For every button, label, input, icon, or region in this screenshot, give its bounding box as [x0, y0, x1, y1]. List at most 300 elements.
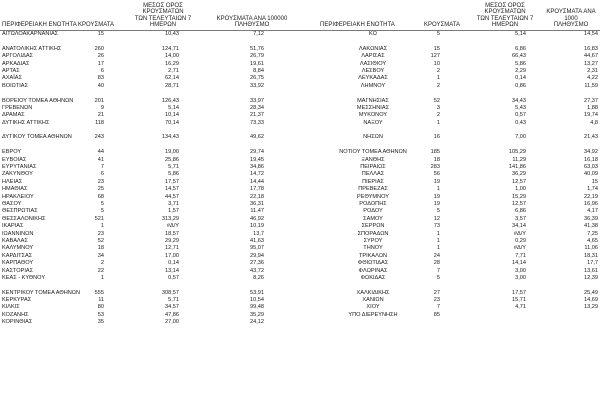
- table-row: [302, 186, 600, 193]
- seven-day-average-cell: 19,00: [165, 149, 179, 156]
- cases-cell: 1: [100, 223, 104, 230]
- cases-cell: 40: [97, 82, 104, 89]
- cases-cell: 185: [430, 149, 440, 156]
- region-name-cell: ΞΑΝΘΗΣ: [361, 156, 385, 163]
- table-row: [0, 319, 302, 326]
- seven-day-average-cell: 13,14: [165, 267, 179, 274]
- table-row: [302, 179, 600, 186]
- per-100k-cell: 13,29: [584, 304, 598, 311]
- seven-day-average-cell: 34,57: [165, 304, 179, 311]
- per-100k-cell: 34,86: [250, 164, 264, 171]
- table-row: [0, 46, 302, 53]
- table-row: [0, 304, 302, 311]
- table-row: [302, 216, 600, 223]
- header-7day-average: ΜΕΣΟΣ ΟΡΟΣ ΚΡΟΥΣΜΑΤΩΝ ΤΩΝ ΤΕΛΕΥΤΑΙΩΝ 7 ΗΜΕΡΩΝ: [476, 2, 534, 29]
- cases-cell: 22: [97, 267, 104, 274]
- table-row: [0, 216, 302, 223]
- table-row: [302, 208, 600, 215]
- seven-day-average-cell: 5,86: [515, 60, 526, 67]
- per-100k-cell: 63,03: [584, 164, 598, 171]
- cases-cell: 7: [436, 304, 440, 311]
- table-row: [0, 112, 302, 119]
- cases-cell: 12: [433, 215, 440, 222]
- region-name-cell: ΧΑΛΚΙΔΙΚΗΣ: [356, 289, 390, 296]
- cases-cell: 56: [433, 171, 440, 178]
- seven-day-average-cell: 126,43: [161, 97, 179, 104]
- region-name-cell: ΚΑΛΥΜΝΟΥ: [2, 245, 34, 252]
- seven-day-average-cell: 5,71: [168, 164, 179, 171]
- seven-day-average-cell: 5,86: [168, 171, 179, 178]
- table-row: [302, 312, 600, 319]
- cases-cell: 3: [436, 104, 440, 111]
- per-100k-cell: 4,17: [587, 208, 598, 215]
- per-100k-cell: 29,94: [250, 252, 264, 259]
- per-100k-cell: 18,31: [584, 252, 598, 259]
- header-region: ΠΕΡΙΦΕΡΕΙΑΚΗ ΕΝΟΤΗΤΑ: [320, 22, 395, 29]
- table-row: [302, 31, 600, 38]
- region-name-cell: ΓΡΕΒΕΝΩΝ: [2, 104, 33, 111]
- cases-cell: 1: [100, 274, 104, 281]
- table-row: [0, 260, 302, 267]
- per-100k-cell: 10,54: [250, 297, 264, 304]
- per-100k-cell: 24,12: [250, 319, 264, 326]
- per-100k-cell: 43,72: [250, 267, 264, 274]
- cases-cell: 1: [436, 237, 440, 244]
- cases-cell: 85: [433, 311, 440, 318]
- table-row: [302, 75, 600, 82]
- region-name-cell: ΗΡΑΚΛΕΙΟΥ: [2, 193, 34, 200]
- per-100k-cell: 22,19: [584, 193, 598, 200]
- seven-day-average-cell: 44,57: [165, 193, 179, 200]
- cases-cell: 2: [436, 82, 440, 89]
- cases-cell: 26: [97, 53, 104, 60]
- seven-day-average-cell: 2,71: [168, 67, 179, 74]
- per-100k-cell: 95,07: [250, 245, 264, 252]
- seven-day-average-cell: 3,00: [515, 267, 526, 274]
- region-name-cell: ΣΕΡΡΩΝ: [361, 223, 385, 230]
- seven-day-average-cell: 70,14: [165, 119, 179, 126]
- region-name-cell: ΧΙΟΥ: [366, 304, 380, 311]
- region-name-cell: ΕΒΡΟΥ: [2, 149, 22, 156]
- table-row: [0, 149, 302, 156]
- table-row: [302, 61, 600, 68]
- seven-day-average-cell: 17,57: [165, 178, 179, 185]
- region-name-cell: ΗΜΑΘΙΑΣ: [2, 186, 28, 193]
- table-row: [0, 201, 302, 208]
- region-name-cell: ΠΕΛΛΑΣ: [361, 171, 385, 178]
- table-row: [302, 112, 600, 119]
- seven-day-average-cell: 10,43: [165, 31, 179, 37]
- per-100k-cell: 40,09: [584, 171, 598, 178]
- seven-day-average-cell: 6,86: [515, 45, 526, 52]
- region-name-cell: ΚΟΡΙΝΘΙΑΣ: [2, 319, 33, 326]
- cases-cell: 34: [97, 252, 104, 259]
- table-row: [0, 223, 302, 230]
- cases-cell: 5: [436, 31, 440, 37]
- seven-day-average-cell: 14,14: [512, 260, 526, 267]
- seven-day-average-cell: 12,57: [512, 200, 526, 207]
- header-per-100k: ΚΡΟΥΣΜΑΤΑ ΑΝΑ 1000 ΠΛΗΘΥΣΜΟ: [546, 9, 596, 29]
- table-row: [0, 194, 302, 201]
- seven-day-average-cell: 5,14: [515, 31, 526, 37]
- region-name-cell: ΒΟΙΩΤΙΑΣ: [2, 82, 28, 89]
- cases-cell: 25: [97, 186, 104, 193]
- cases-cell: 1: [436, 245, 440, 252]
- seven-day-average-cell: 313,29: [161, 215, 179, 222]
- region-name-cell: ΦΛΩΡΙΝΑΣ: [358, 267, 388, 274]
- cases-cell: 83: [97, 75, 104, 82]
- left-table-header: [0, 0, 302, 31]
- cases-cell: 19: [433, 193, 440, 200]
- region-name-cell: ΡΟΔΟΠΗΣ: [359, 200, 387, 207]
- region-name-cell: ΘΕΣΣΑΛΟΝΙΚΗΣ: [2, 215, 46, 222]
- table-row: [302, 238, 600, 245]
- seven-day-average-cell: 5,14: [168, 104, 179, 111]
- per-100k-cell: 14,44: [250, 178, 264, 185]
- seven-day-average-cell: 105,29: [508, 149, 526, 156]
- cases-cell: 17: [97, 60, 104, 67]
- table-row: [0, 83, 302, 90]
- seven-day-average-cell: 47,86: [165, 311, 179, 318]
- seven-day-average-cell: 0,86: [515, 82, 526, 89]
- region-name-cell: ΜΥΚΟΝΟΥ: [358, 112, 388, 119]
- per-100k-cell: 7,25: [587, 230, 598, 237]
- region-name-cell: ΣΥΡΟΥ: [363, 237, 383, 244]
- region-name-cell: ΛΕΥΚΑΔΑΣ: [358, 75, 388, 82]
- table-row: [302, 268, 600, 275]
- cases-cell: 53: [97, 311, 104, 318]
- region-name-cell: ΛΑΚΩΝΙΑΣ: [358, 45, 388, 52]
- region-name-cell: ΚΟΖΑΝΗΣ: [2, 311, 29, 318]
- table-row: [302, 90, 600, 97]
- per-100k-cell: 16,83: [584, 45, 598, 52]
- table-row: [302, 282, 600, 289]
- table-row: [302, 83, 600, 90]
- table-row: [302, 53, 600, 60]
- table-row: [0, 268, 302, 275]
- seven-day-average-cell: 34,14: [512, 223, 526, 230]
- cases-cell: 283: [430, 164, 440, 171]
- per-100k-cell: 11,59: [584, 82, 598, 89]
- cases-cell: 5: [436, 208, 440, 215]
- seven-day-average-cell: 12,57: [512, 178, 526, 185]
- per-100k-cell: 1,74: [587, 186, 598, 193]
- cases-cell: 16: [433, 134, 440, 141]
- seven-day-average-cell: 17,00: [165, 252, 179, 259]
- region-name-cell: ΚΕΡΚΥΡΑΣ: [2, 297, 32, 304]
- per-100k-cell: 29,74: [250, 149, 264, 156]
- seven-day-average-cell: 0,14: [515, 75, 526, 82]
- table-row: [302, 149, 600, 156]
- cases-cell: 1: [436, 119, 440, 126]
- table-row: [0, 179, 302, 186]
- table-row: [302, 253, 600, 260]
- cases-cell: 7: [436, 267, 440, 274]
- per-100k-cell: 13,27: [584, 60, 598, 67]
- region-name-cell: ΝΗΣΩΝ: [363, 134, 383, 141]
- table-row: [302, 157, 600, 164]
- per-100k-cell: 13,7: [253, 230, 264, 237]
- seven-day-average-cell: 36,29: [512, 171, 526, 178]
- seven-day-average-cell: 3,71: [168, 200, 179, 207]
- table-row: [0, 312, 302, 319]
- table-row: [0, 275, 302, 282]
- per-100k-cell: 2,31: [587, 67, 598, 74]
- cases-cell: 260: [94, 45, 104, 52]
- header-region: ΠΕΡΙΦΕΡΕΙΑΚΗ ΕΝΟΤΗΤΑ: [2, 22, 77, 29]
- region-name-cell: ΚΩ: [369, 31, 377, 37]
- table-row: [302, 260, 600, 267]
- table-row: [0, 164, 302, 171]
- per-100k-cell: 11,47: [250, 208, 264, 215]
- region-name-cell: ΛΑΣΙΘΙΟΥ: [359, 60, 387, 67]
- per-100k-cell: 36,39: [584, 215, 598, 222]
- cases-cell: 19: [433, 200, 440, 207]
- per-100k-cell: 44,67: [584, 53, 598, 60]
- table-row: [0, 68, 302, 75]
- per-100k-cell: 16,96: [584, 200, 598, 207]
- seven-day-average-cell: 7,71: [515, 252, 526, 259]
- seven-day-average-cell: 3,00: [515, 274, 526, 281]
- cases-cell: 68: [97, 193, 104, 200]
- region-name-cell: ΒΟΡΕΙΟΥ ΤΟΜΕΑ ΑΘΗΝΩΝ: [2, 97, 74, 104]
- region-name-cell: ΦΘΙΩΤΙΔΑΣ: [357, 260, 389, 267]
- cases-cell: 127: [430, 53, 440, 60]
- per-100k-cell: 26,79: [250, 53, 264, 60]
- seven-day-average-cell: 14,00: [165, 53, 179, 60]
- per-100k-cell: 28,34: [250, 104, 264, 111]
- cases-cell: 5: [100, 208, 104, 215]
- seven-day-average-cell: 18,57: [165, 230, 179, 237]
- per-100k-cell: 33,92: [250, 82, 264, 89]
- cases-cell: 18: [433, 156, 440, 163]
- region-name-cell: ΦΩΚΙΔΑΣ: [360, 274, 386, 281]
- region-name-cell: ΡΟΔΟΥ: [363, 208, 383, 215]
- seven-day-average-cell: 0,57: [515, 112, 526, 119]
- seven-day-average-cell: 16,29: [165, 60, 179, 67]
- per-100k-cell: 22,18: [250, 193, 264, 200]
- cases-cell: 73: [433, 223, 440, 230]
- region-name-cell: ΛΕΣΒΟΥ: [361, 67, 385, 74]
- cases-cell: 80: [97, 304, 104, 311]
- table-row: [302, 194, 600, 201]
- seven-day-average-cell: 1,00: [515, 186, 526, 193]
- cases-cell: 2: [436, 112, 440, 119]
- table-row: [302, 245, 600, 252]
- cases-cell: 35: [97, 319, 104, 326]
- region-name-cell: ΔΥΤΙΚΗΣ ΑΤΤΙΚΗΣ: [2, 119, 50, 126]
- region-name-cell: ΕΥΡΥΤΑΝΙΑΣ: [2, 164, 37, 171]
- per-100k-cell: 49,62: [250, 134, 264, 141]
- region-name-cell: ΜΑΓΝΗΣΙΑΣ: [357, 97, 389, 104]
- table-row: [0, 120, 302, 127]
- seven-day-average-cell: 66,43: [512, 53, 526, 60]
- seven-day-average-cell: 27,00: [165, 319, 179, 326]
- per-100k-cell: 1,88: [587, 104, 598, 111]
- cases-cell: 2: [100, 260, 104, 267]
- table-row: [302, 201, 600, 208]
- region-name-cell: ΤΡΙΚΑΛΩΝ: [358, 252, 388, 259]
- per-100k-cell: 4,65: [587, 237, 598, 244]
- per-100k-cell: 73,33: [250, 119, 264, 126]
- seven-day-average-cell: 124,71: [161, 45, 179, 52]
- table-row: [0, 105, 302, 112]
- region-name-cell: ΚΑΡΠΑΘΟΥ: [2, 260, 34, 267]
- region-name-cell: ΙΚΑΡΙΑΣ: [2, 223, 24, 230]
- table-row: [0, 290, 302, 297]
- cases-cell: 23: [433, 297, 440, 304]
- seven-day-average-cell: 15,29: [512, 193, 526, 200]
- per-100k-cell: 21,43: [584, 134, 598, 141]
- per-100k-cell: 35,29: [250, 311, 264, 318]
- table-row: [302, 142, 600, 149]
- per-100k-cell: 14,72: [250, 171, 264, 178]
- region-name-cell: ΑΡΚΑΔΙΑΣ: [2, 60, 30, 67]
- table-row: [302, 223, 600, 230]
- cases-cell: 15: [97, 31, 104, 37]
- table-row: [302, 297, 600, 304]
- region-name-cell: ΑΡΓΟΛΙΔΑΣ: [2, 53, 34, 60]
- right-table-rows: [302, 31, 600, 319]
- seven-day-average-cell: 5,43: [515, 104, 526, 111]
- region-name-cell: ΑΧΑΪΑΣ: [2, 75, 22, 82]
- cases-cell: 21: [97, 112, 104, 119]
- region-name-cell: ΙΩΑΝΝΙΝΩΝ: [2, 230, 34, 237]
- header-per-100k: ΚΡΟΥΣΜΑΤΑ ΑΝΑ 100000 ΠΛΗΘΥΣΜΟ: [216, 15, 288, 29]
- table-row: [302, 304, 600, 311]
- cases-cell: 5: [100, 200, 104, 207]
- right-table-header: [302, 0, 600, 31]
- cases-cell: 6: [100, 67, 104, 74]
- seven-day-average-cell: 14,57: [165, 186, 179, 193]
- per-100k-cell: 27,37: [584, 97, 598, 104]
- region-name-cell: ΣΑΜΟΥ: [363, 215, 383, 222]
- region-name-cell: ΚΑΡΔΙΤΣΑΣ: [2, 252, 33, 259]
- region-name-cell: ΣΠΟΡΑΔΩΝ: [357, 230, 389, 237]
- cases-cell: 27: [433, 289, 440, 296]
- table-row: [0, 127, 302, 134]
- seven-day-average-cell: 6,86: [515, 208, 526, 215]
- cases-cell: 23: [97, 178, 104, 185]
- table-row: [302, 98, 600, 105]
- table-row: [0, 282, 302, 289]
- region-name-cell: ΕΥΒΟΙΑΣ: [2, 156, 27, 163]
- region-name-cell: ΚΑΒΑΛΑΣ: [2, 237, 28, 244]
- cases-cell: 28: [433, 260, 440, 267]
- table-row: [302, 290, 600, 297]
- per-100k-cell: 51,76: [250, 45, 264, 52]
- region-name-cell: ΜΕΣΣΗΝΙΑΣ: [356, 104, 390, 111]
- cases-cell: 2: [436, 67, 440, 74]
- per-100k-cell: 26,75: [250, 75, 264, 82]
- region-name-cell: ΚΑΣΤΟΡΙΑΣ: [2, 267, 34, 274]
- seven-day-average-cell: #Δ/Υ: [166, 223, 179, 230]
- region-name-cell: ΚΕΝΤΡΙΚΟΥ ΤΟΜΕΑ ΑΘΗΝΩΝ: [2, 289, 81, 296]
- region-name-cell: ΠΡΕΒΕΖΑΣ: [358, 186, 388, 193]
- per-100k-cell: 14,54: [584, 31, 598, 37]
- table-row: [0, 98, 302, 105]
- left-table-rows: [0, 31, 302, 327]
- region-name-cell: ΧΑΝΙΩΝ: [362, 297, 384, 304]
- cases-cell: 23: [97, 230, 104, 237]
- seven-day-average-cell: 2,29: [515, 67, 526, 74]
- table-row: [0, 186, 302, 193]
- table-row: [302, 164, 600, 171]
- cases-cell: 15: [433, 45, 440, 52]
- table-row: [302, 38, 600, 45]
- region-name-cell: ΑΝΑΤΟΛΙΚΗΣ ΑΤΤΙΚΗΣ: [2, 45, 62, 52]
- header-cases: ΚΡΟΥΣΜΑΤΑ: [424, 22, 460, 29]
- per-100k-cell: 53,91: [250, 289, 264, 296]
- seven-day-average-cell: 34,43: [512, 97, 526, 104]
- table-row: [302, 127, 600, 134]
- per-100k-cell: 41,38: [584, 223, 598, 230]
- region-name-cell: ΘΑΣΟΥ: [2, 200, 22, 207]
- per-100k-cell: 19,61: [250, 60, 264, 67]
- header-cases: ΚΡΟΥΣΜΑΤΑ: [78, 22, 114, 29]
- cases-cell: 9: [100, 104, 104, 111]
- per-100k-cell: 27,36: [250, 260, 264, 267]
- per-100k-cell: 12,39: [584, 274, 598, 281]
- cases-cell: 201: [94, 97, 104, 104]
- cases-cell: 44: [97, 149, 104, 156]
- cases-cell: 19: [433, 178, 440, 185]
- region-name-cell: ΛΗΜΝΟΥ: [360, 82, 386, 89]
- per-100k-cell: 13,61: [584, 267, 598, 274]
- cases-cell: 6: [100, 171, 104, 178]
- seven-day-average-cell: 29,29: [165, 237, 179, 244]
- region-name-cell: ΗΛΕΙΑΣ: [2, 178, 23, 185]
- cases-cell: 243: [94, 134, 104, 141]
- seven-day-average-cell: 7,00: [515, 134, 526, 141]
- seven-day-average-cell: 12,71: [165, 245, 179, 252]
- per-100k-cell: 7,12: [253, 31, 264, 37]
- seven-day-average-cell: 15,71: [512, 297, 526, 304]
- table-row: [0, 142, 302, 149]
- per-100k-cell: 21,37: [250, 112, 264, 119]
- seven-day-average-cell: 308,57: [161, 289, 179, 296]
- per-100k-cell: 4,8: [590, 119, 598, 126]
- seven-day-average-cell: #Δ/Υ: [513, 230, 526, 237]
- cases-cell: 1: [436, 75, 440, 82]
- seven-day-average-cell: 25,86: [165, 156, 179, 163]
- table-row: [302, 231, 600, 238]
- cases-cell: 41: [97, 156, 104, 163]
- region-name-cell: ΚΙΛΚΙΣ: [2, 304, 20, 311]
- region-name-cell: ΡΕΘΥΜΝΟΥ: [357, 193, 389, 200]
- region-name-cell: ΝΟΤΙΟΥ ΤΟΜΕΑ ΑΘΗΝΩΝ: [339, 149, 407, 156]
- table-row: [0, 75, 302, 82]
- seven-day-average-cell: 0,29: [515, 237, 526, 244]
- cases-cell: 118: [95, 119, 104, 126]
- cases-cell: 11: [98, 297, 104, 304]
- seven-day-average-cell: 28,71: [165, 82, 179, 89]
- table-row: [302, 275, 600, 282]
- table-row: [0, 134, 302, 141]
- per-100k-cell: 41,63: [250, 237, 264, 244]
- cases-cell: 1: [436, 186, 440, 193]
- per-100k-cell: 36,31: [250, 200, 264, 207]
- region-name-cell: ΠΕΙΡΑΙΩΣ: [360, 164, 386, 171]
- per-100k-cell: 11,06: [584, 245, 598, 252]
- table-row: [0, 208, 302, 215]
- region-name-cell: ΑΡΤΑΣ: [2, 67, 20, 74]
- table-row: [302, 68, 600, 75]
- seven-day-average-cell: 0,43: [515, 119, 526, 126]
- region-name-cell: ΘΕΣΠΡΩΤΙΑΣ: [2, 208, 38, 215]
- seven-day-average-cell: 62,14: [165, 75, 179, 82]
- per-100k-cell: 8,84: [253, 67, 264, 74]
